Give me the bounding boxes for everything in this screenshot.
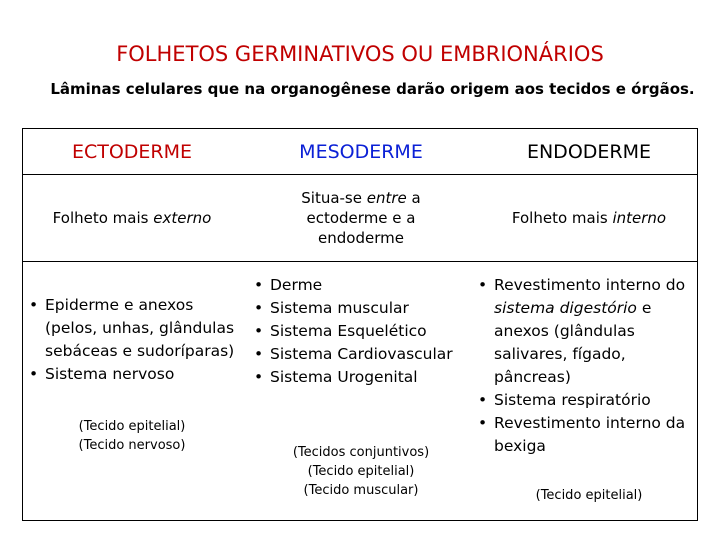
- tissue-label: (Tecido nervoso): [78, 438, 186, 453]
- tissues-endoderme: [481, 486, 697, 505]
- page-subtitle: Lâminas celulares que na organogênese darão origem aos tecidos e órgãos.: [50, 80, 695, 98]
- item1-emph: sistema digestório: [494, 299, 637, 317]
- page-title: FOLHETOS GERMINATIVOS OU EMBRIONÁRIOS: [116, 42, 604, 66]
- desc-mesoderme-prefix: Situa-se: [301, 189, 367, 207]
- tissues-ectoderme: [23, 417, 241, 455]
- header-endoderme: ENDODERME: [526, 140, 652, 163]
- desc-ectoderme: [23, 175, 241, 261]
- tissue-label: (Tecidos conjuntivos): [292, 445, 430, 460]
- ectoderme-list: [29, 294, 241, 386]
- header-ectoderme: ECTODERME: [71, 140, 193, 163]
- germ-layers-table: [22, 128, 698, 521]
- tissue-label: (Tecido epitelial): [78, 419, 186, 434]
- list-item: • Sistema Cardiovascular: [254, 343, 484, 366]
- desc-endoderme: [481, 175, 697, 261]
- mesoderme-list: [254, 274, 484, 389]
- desc-mesoderme-suffix: a ectoderme e a endoderme: [306, 189, 421, 247]
- tissues-mesoderme: [241, 443, 481, 500]
- item1-prefix: Revestimento interno do: [494, 276, 686, 294]
- list-item: [478, 274, 698, 389]
- list-item: • Derme: [254, 274, 484, 297]
- list-item: • Sistema Esquelético: [254, 320, 484, 343]
- list-item: • Sistema Urogenital: [254, 366, 484, 389]
- list-item: • Sistema muscular: [254, 297, 484, 320]
- tissue-label: (Tecido muscular): [303, 483, 419, 498]
- header-mesoderme: MESODERME: [299, 140, 423, 163]
- item1-suffix: e anexos (glândulas salivares, fígado, pâncreas): [494, 299, 652, 386]
- list-item: • Revestimento interno da bexiga: [478, 412, 698, 458]
- endoderme-list: [478, 274, 698, 458]
- list-item: • Epiderme e anexos (pelos, unhas, glândulas sebáceas e sudoríparas): [29, 294, 241, 363]
- description-divider: [23, 261, 697, 262]
- desc-mesoderme-emph: entre: [366, 189, 407, 207]
- desc-ectoderme-prefix: Folheto mais: [52, 209, 154, 227]
- list-item: • Sistema respiratório: [478, 389, 698, 412]
- desc-ectoderme-emph: externo: [153, 209, 212, 227]
- tissue-label: (Tecido epitelial): [307, 464, 415, 479]
- desc-mesoderme: [241, 175, 481, 261]
- desc-endoderme-emph: interno: [612, 209, 667, 227]
- desc-endoderme-prefix: Folheto mais: [511, 209, 613, 227]
- list-item: • Sistema nervoso: [29, 363, 241, 386]
- tissue-label: (Tecido epitelial): [535, 488, 643, 503]
